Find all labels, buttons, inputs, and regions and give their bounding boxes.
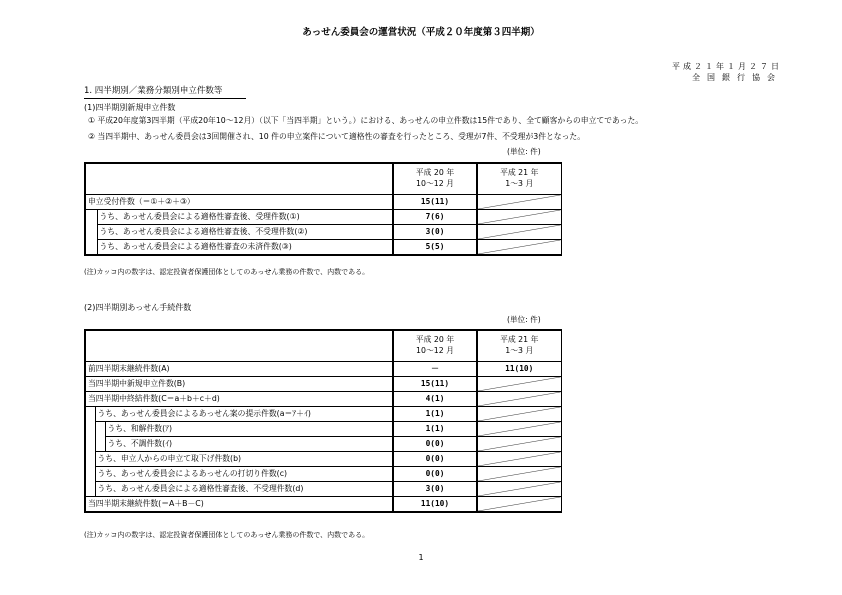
empty-cell-diagonal bbox=[477, 225, 561, 240]
table1-col2-header: 平成 21 年 1～3 月 bbox=[477, 163, 561, 195]
table2-value: 0(0) bbox=[393, 452, 477, 467]
table1-header-blank bbox=[85, 163, 393, 195]
section2-subheading: (2)四半期別あっせん手続件数 bbox=[84, 303, 192, 312]
table1-value: 3(0) bbox=[393, 225, 477, 240]
indent-cell bbox=[85, 437, 95, 452]
section1-underline bbox=[84, 98, 246, 99]
indent-cell bbox=[85, 467, 95, 482]
table2-unit: (単位: 件) bbox=[507, 315, 541, 324]
table-row: 申立受付件数（＝①＋②＋③） bbox=[85, 195, 393, 210]
empty-cell-diagonal bbox=[477, 392, 561, 407]
empty-cell-diagonal bbox=[477, 195, 561, 210]
page-number: 1 bbox=[418, 553, 424, 562]
table-row: 前四半期末継続件数(A) bbox=[85, 362, 393, 377]
table1-note: (注)カッコ内の数字は、認定投資者保護団体としてのあっせん業務の件数で、内数である。 bbox=[84, 268, 370, 276]
indent-cell bbox=[85, 452, 95, 467]
page-title: あっせん委員会の運営状況（平成２０年度第３四半期） bbox=[302, 27, 540, 38]
table-row: 当四半期中新規申立件数(B) bbox=[85, 377, 393, 392]
empty-cell-diagonal bbox=[477, 240, 561, 256]
empty-cell-diagonal bbox=[477, 377, 561, 392]
empty-cell-diagonal bbox=[477, 452, 561, 467]
table-row: うち、あっせん委員会による適格性審査後、不受理件数(②) bbox=[97, 225, 393, 240]
table-new-applications bbox=[84, 162, 562, 256]
empty-cell-diagonal bbox=[477, 482, 561, 497]
table-row: うち、あっせん委員会による適格性審査後、受理件数(①) bbox=[97, 210, 393, 225]
table1-value: 5(5) bbox=[393, 240, 477, 256]
table2-col2-header: 平成 21 年 1～3 月 bbox=[477, 330, 561, 362]
section1-paragraph-1: ① 平成20年度第3四半期（平成20年10～12月）（以下「当四半期」という。）における、あっせんの申立件数は15件であり、全て顧客からの申立てであった。 bbox=[88, 116, 644, 125]
empty-cell-diagonal bbox=[477, 437, 561, 452]
table2-value-q4: 11(10) bbox=[477, 362, 561, 377]
organization-name: 全国銀行協会 bbox=[692, 73, 782, 82]
table1-unit: (単位: 件) bbox=[507, 147, 541, 156]
empty-cell-diagonal bbox=[477, 210, 561, 225]
indent-cell bbox=[85, 225, 97, 240]
table2-note: (注)カッコ内の数字は、認定投資者保護団体としてのあっせん業務の件数で、内数である。 bbox=[84, 531, 370, 539]
table2-header-blank bbox=[85, 330, 393, 362]
empty-cell-diagonal bbox=[477, 422, 561, 437]
document-date: 平成２１年１月２７日 bbox=[672, 62, 782, 71]
table-row: うち、あっせん委員会による適格性審査の未済件数(③) bbox=[97, 240, 393, 256]
indent-cell bbox=[85, 240, 97, 256]
indent-cell bbox=[95, 437, 105, 452]
table2-value: 0(0) bbox=[393, 467, 477, 482]
indent-cell bbox=[85, 422, 95, 437]
table2-value: 1(1) bbox=[393, 407, 477, 422]
indent-cell bbox=[95, 422, 105, 437]
table-row: うち、申立人からの申立て取下げ件数(b) bbox=[95, 452, 393, 467]
table-row: うち、あっせん委員会によるあっせん案の提示件数(a＝ｱ＋ｲ) bbox=[95, 407, 393, 422]
section1-heading: 1. 四半期別／業務分類別申立件数等 bbox=[84, 86, 223, 96]
table2-col1-header: 平成 20 年 10～12 月 bbox=[393, 330, 477, 362]
table2-value: 4(1) bbox=[393, 392, 477, 407]
empty-cell-diagonal bbox=[477, 467, 561, 482]
table-row: 当四半期末継続件数(＝A＋B－C) bbox=[85, 497, 393, 513]
indent-cell bbox=[85, 210, 97, 225]
table-row: うち、あっせん委員会による適格性審査後、不受理件数(d) bbox=[95, 482, 393, 497]
table2-value: 15(11) bbox=[393, 377, 477, 392]
table1-col1-header: 平成 20 年 10～12 月 bbox=[393, 163, 477, 195]
indent-cell bbox=[85, 407, 95, 422]
table1-value: 7(6) bbox=[393, 210, 477, 225]
table-row: うち、和解件数(ｱ) bbox=[105, 422, 393, 437]
empty-cell-diagonal bbox=[477, 407, 561, 422]
table-row: うち、不調件数(ｲ) bbox=[105, 437, 393, 452]
table2-value: 0(0) bbox=[393, 437, 477, 452]
table-row: うち、あっせん委員会によるあっせんの打切り件数(c) bbox=[95, 467, 393, 482]
indent-cell bbox=[85, 482, 95, 497]
table-row: 当四半期中終結件数(C＝a＋b＋c＋d) bbox=[85, 392, 393, 407]
table2-value: 3(0) bbox=[393, 482, 477, 497]
table2-value: 11(10) bbox=[393, 497, 477, 513]
empty-cell-diagonal bbox=[477, 497, 561, 513]
table-procedures bbox=[84, 329, 562, 513]
table2-value: － bbox=[393, 362, 477, 377]
section1-paragraph-2: ② 当四半期中、あっせん委員会は3回開催され、10 件の申立案件について適格性の審査を行ったところ、受理が7件、不受理が3件となった。 bbox=[88, 132, 585, 141]
section1-subheading: (1)四半期別新規申立件数 bbox=[84, 103, 176, 112]
table1-value: 15(11) bbox=[393, 195, 477, 210]
table2-value: 1(1) bbox=[393, 422, 477, 437]
